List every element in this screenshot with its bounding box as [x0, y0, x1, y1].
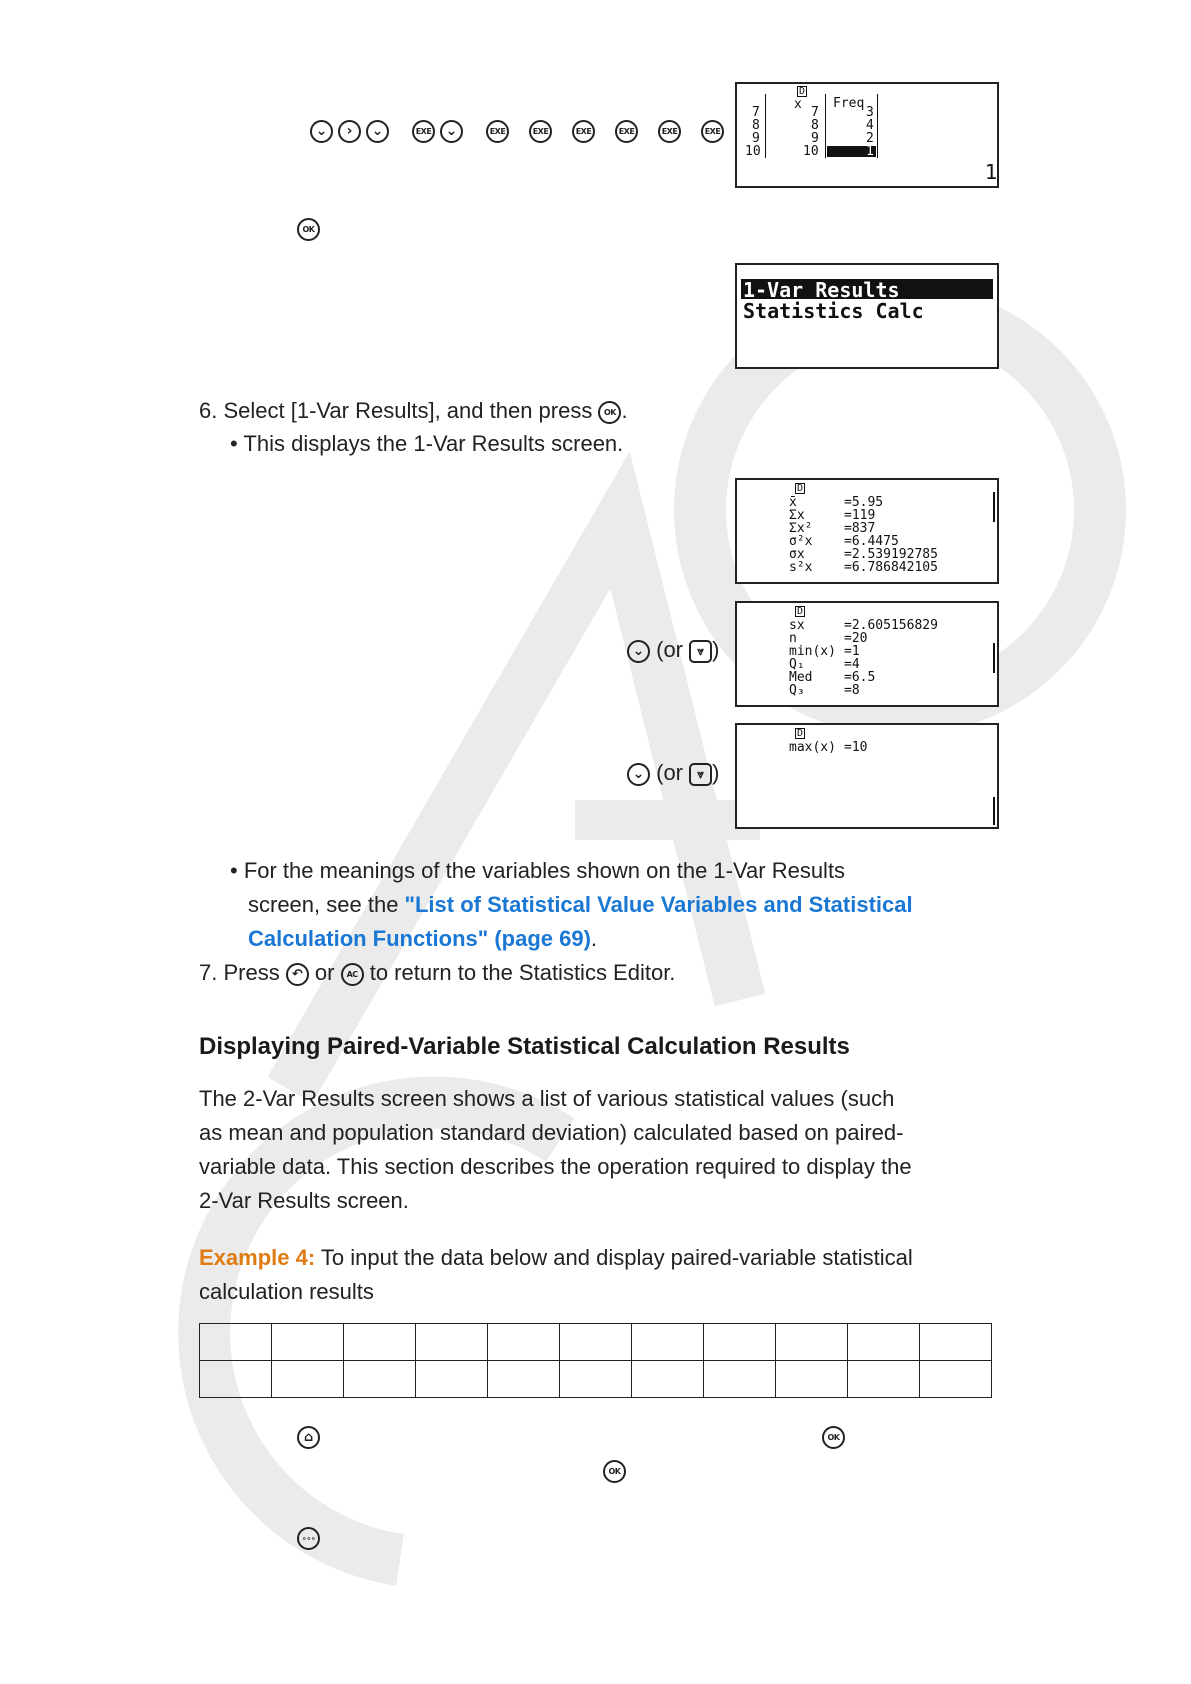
x-value: 7: [811, 105, 819, 120]
exe-key-icon: EXE: [486, 120, 509, 143]
statistics-menu-screen: [735, 263, 999, 369]
var-value: =1: [844, 644, 860, 659]
var-label: Q₁: [789, 657, 805, 672]
example-4-line2: calculation results: [199, 1279, 374, 1304]
variables-note-line1: • For the meanings of the variables shown on the 1-Var Results: [230, 858, 846, 883]
down-key-icon: ⌄: [440, 120, 463, 143]
statistics-editor-screen: [735, 82, 999, 188]
var-value: =6.5: [844, 670, 876, 685]
var-value: =8: [844, 683, 860, 698]
variables-note-line2: screen, see the "List of Statistical Value Variables and Statistical: [248, 892, 913, 917]
var-value: =5.95: [844, 495, 884, 510]
entry-line: 1: [985, 160, 998, 184]
ok-key-icon: OK: [297, 218, 320, 241]
var-value: =10: [844, 740, 868, 755]
statistical-variables-link[interactable]: "List of Statistical Value Variables and Statistical: [404, 892, 913, 917]
menu-item-1var-results: 1-Var Results: [743, 278, 900, 302]
step-7: 7. Press ↶ or AC to return to the Statistics Editor.: [199, 960, 676, 985]
var-label: max(x): [789, 740, 836, 755]
mode-indicator: D: [797, 728, 804, 739]
ac-key-icon: AC: [341, 963, 364, 986]
var-value: =2.539192785: [844, 547, 938, 562]
exe-key-icon: EXE: [529, 120, 552, 143]
page-down-key-icon: ⩔: [689, 763, 712, 786]
section-heading: Displaying Paired-Variable Statistical Calculation Results: [199, 1033, 850, 1060]
example-label: Example 4:: [199, 1245, 316, 1270]
scrollbar: [993, 492, 995, 522]
row-number: 7: [752, 105, 760, 120]
section-paragraph-line: 2-Var Results screen.: [199, 1188, 409, 1213]
var-label: Σx²: [789, 521, 813, 536]
1var-results-screen-2: [735, 601, 999, 707]
step-6: 6. Select [1-Var Results], and then press OK .: [199, 398, 628, 423]
x-value: 9: [811, 131, 819, 146]
page-down-key-icon: ⩔: [689, 640, 712, 663]
down-key-icon: ⌄: [366, 120, 389, 143]
statistical-functions-link[interactable]: Calculation Functions" (page 69): [248, 926, 591, 951]
row-number: 10: [745, 144, 761, 159]
scrollbar: [993, 643, 995, 673]
freq-value: 3: [866, 105, 874, 120]
ok-key-icon: OK: [598, 401, 621, 424]
var-label: Q₃: [789, 683, 805, 698]
exe-key-icon: EXE: [412, 120, 435, 143]
exe-key-icon: EXE: [572, 120, 595, 143]
right-key-icon: ›: [338, 120, 361, 143]
scroll-instruction-1: ⌄ (or ⩔ ): [627, 635, 719, 665]
var-value: =2.605156829: [844, 618, 938, 633]
column-header-freq: Freq: [833, 96, 865, 111]
table-row: [200, 1324, 992, 1361]
exe-key-icon: EXE: [701, 120, 724, 143]
example-4: Example 4: To input the data below and display paired-variable statistical: [199, 1245, 913, 1270]
freq-value: 2: [866, 131, 874, 146]
step-6-bullet: • This displays the 1-Var Results screen.: [230, 431, 624, 456]
back-key-icon: ↶: [286, 963, 309, 986]
ok-key-icon: OK: [822, 1426, 845, 1449]
var-label: sx: [789, 618, 805, 633]
down-key-icon: ⌄: [310, 120, 333, 143]
tools-key-icon: ∘∘∘: [297, 1527, 320, 1550]
column-header-x: x: [794, 97, 802, 112]
1var-results-screen-3: [735, 723, 999, 829]
var-value: =6.786842105: [844, 560, 938, 575]
row-number: 9: [752, 131, 760, 146]
down-key-icon: ⌄: [627, 640, 650, 663]
var-label: x̄: [789, 495, 797, 510]
scroll-instruction-2: ⌄ (or ⩔ ): [627, 758, 719, 788]
x-value: 10: [803, 144, 819, 159]
var-value: =119: [844, 508, 876, 523]
home-key-icon: ⌂: [297, 1426, 320, 1449]
var-label: min(x): [789, 644, 836, 659]
menu-item-statistics-calc: Statistics Calc: [743, 299, 924, 323]
var-label: s²x: [789, 560, 813, 575]
freq-value: 4: [866, 118, 874, 133]
var-value: =20: [844, 631, 868, 646]
ok-key-icon: OK: [603, 1460, 626, 1483]
key-sequence-top: [310, 120, 730, 150]
down-key-icon: ⌄: [627, 763, 650, 786]
var-label: Σx: [789, 508, 805, 523]
table-row: [200, 1361, 992, 1398]
var-label: σ²x: [789, 534, 813, 549]
var-label: σx: [789, 547, 805, 562]
variables-note-line3: Calculation Functions" (page 69).: [248, 926, 598, 951]
var-value: =6.4475: [844, 534, 899, 549]
var-value: =4: [844, 657, 860, 672]
x-value: 8: [811, 118, 819, 133]
freq-value: 1: [866, 144, 874, 159]
row-number: 8: [752, 118, 760, 133]
section-paragraph-line: as mean and population standard deviation) calculated based on paired-: [199, 1120, 904, 1145]
data-table: [199, 1323, 992, 1398]
var-label: Med: [789, 670, 813, 685]
var-label: n: [789, 631, 797, 646]
mode-indicator: D: [797, 606, 804, 617]
mode-indicator: D: [797, 483, 804, 494]
section-paragraph-line: variable data. This section describes the operation required to display the: [199, 1154, 912, 1179]
1var-results-screen-1: [735, 478, 999, 584]
var-value: =837: [844, 521, 876, 536]
exe-key-icon: EXE: [658, 120, 681, 143]
scrollbar: [993, 797, 995, 825]
exe-key-icon: EXE: [615, 120, 638, 143]
mode-indicator: D: [799, 86, 806, 97]
section-paragraph-line: The 2-Var Results screen shows a list of various statistical values (such: [199, 1086, 895, 1111]
